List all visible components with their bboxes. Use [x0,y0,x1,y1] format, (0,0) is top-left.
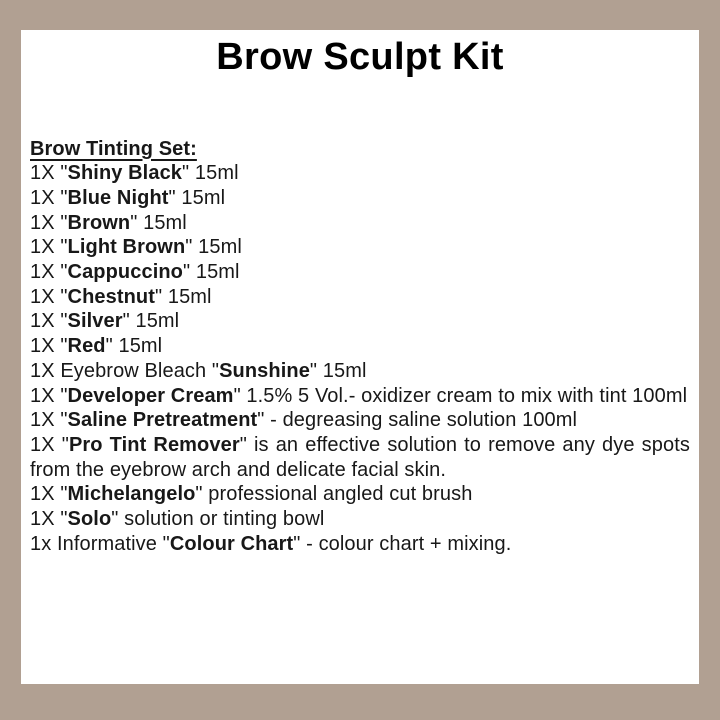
item-text: 1X " [30,433,69,456]
product-name: Cappuccino [67,261,183,284]
item-text: 1X " [30,409,68,432]
item-text: 1X " [30,335,68,358]
item-cappuccino [30,260,690,285]
product-name: Shiny Black [67,162,183,185]
product-list [30,137,690,557]
product-name: Colour Chart [169,532,294,555]
item-light-brown [30,235,690,260]
item-text: 1X " [30,508,68,531]
product-name: Pro Tint Remover [68,433,240,456]
item-text: " professional angled cut brush [195,483,473,506]
product-name: Solo [67,508,112,531]
product-name: Developer Cream [67,384,234,407]
item-text: " 15ml [182,162,239,185]
item-text: " - degreasing saline solution 100ml [257,409,578,432]
item-blue-night [30,186,690,211]
item-red [30,334,690,359]
product-name: Saline Pretreatment [67,409,258,432]
item-brown [30,211,690,236]
item-colour-chart [30,532,690,557]
item-text: 1X " [30,261,68,284]
item-shiny-black [30,161,690,186]
list-heading [30,137,690,162]
item-text: 1X " [30,483,68,506]
page-title: Brow Sculpt Kit [216,36,504,78]
item-silver [30,309,690,334]
product-name: Silver [67,310,123,333]
item-eyebrow-bleach-sunshine [30,359,690,384]
item-text: " - colour chart + mixing. [293,532,512,555]
product-name: Brown [67,211,131,234]
item-text: 1X " [30,211,68,234]
item-text: 1x Informative " [30,532,170,555]
item-text: " 15ml [130,211,187,234]
item-text: " 1.5% 5 Vol.- oxidizer cream to mix with tint 100ml [233,384,688,407]
item-michelangelo-brush [30,482,690,507]
product-name: Blue Night [67,186,169,209]
item-developer-cream [30,384,690,409]
item-text: " is an effective solution to remove any dye spots from the eyebrow arch and delicate facial skin. [30,433,690,481]
item-chestnut [30,285,690,310]
item-text: 1X Eyebrow Bleach " [30,359,220,382]
item-text: " 15ml [105,335,163,358]
item-text: 1X " [30,186,68,209]
product-name: Michelangelo [67,483,196,506]
product-name: Light Brown [67,236,186,259]
item-text: " 15ml [185,236,242,259]
product-name: Chestnut [67,285,155,308]
item-text: " 15ml [309,359,367,382]
item-text: " 15ml [182,261,240,284]
product-name: Brow Tinting Set: [30,137,197,160]
product-name: Sunshine [219,359,310,382]
item-text: 1X " [30,310,68,333]
product-name: Red [67,335,106,358]
item-text: 1X " [30,285,68,308]
item-solo-bowl [30,507,690,532]
item-text: 1X " [30,236,68,259]
item-text: 1X " [30,162,68,185]
item-text: " solution or tinting bowl [111,508,325,531]
item-text: " 15ml [155,285,212,308]
item-text: 1X " [30,384,68,407]
item-text: " 15ml [168,186,226,209]
item-pro-tint-remover [30,433,690,482]
content-panel [21,30,699,684]
item-saline-pretreatment [30,408,690,433]
item-text: " 15ml [122,310,180,333]
